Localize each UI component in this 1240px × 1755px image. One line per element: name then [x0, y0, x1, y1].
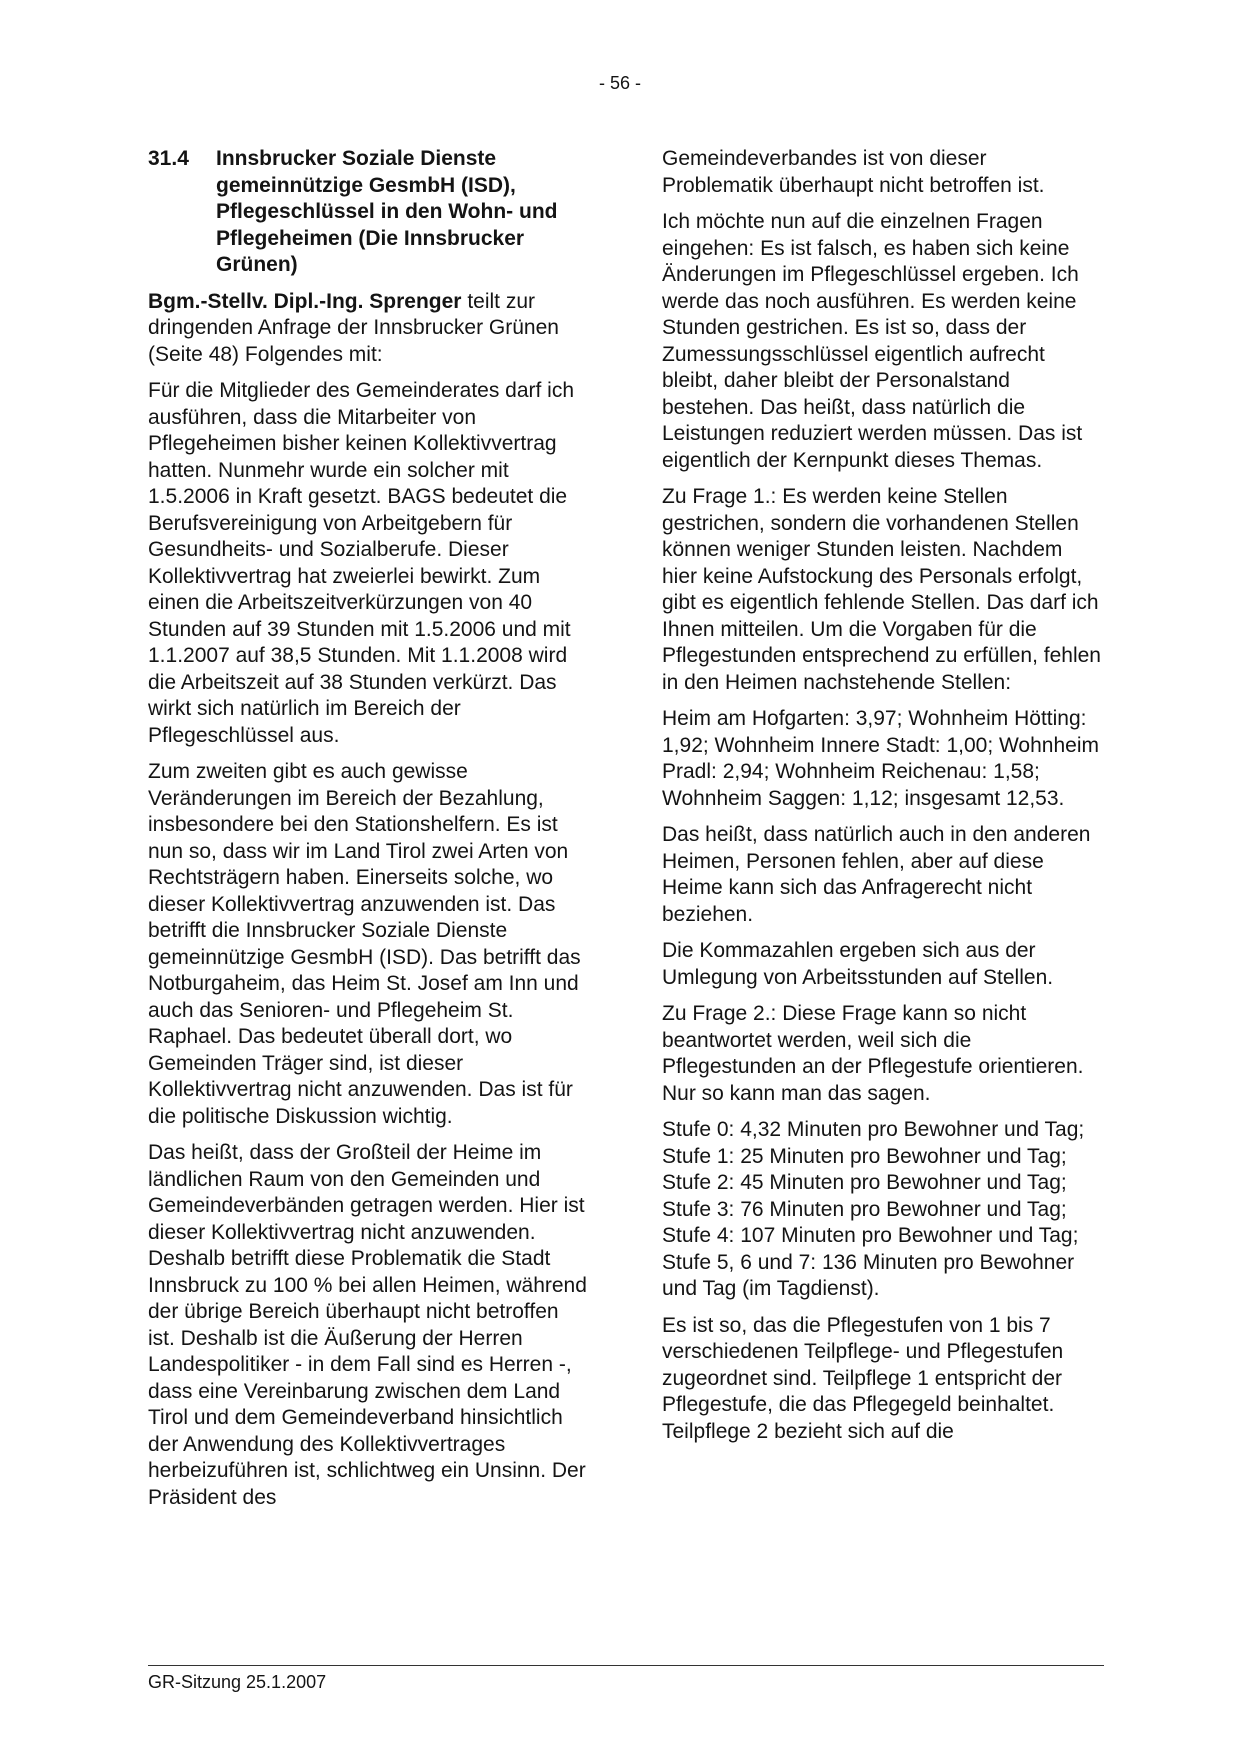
right-paragraph-1: Gemeindeverbandes ist von dieser Problematik überhaupt nicht betroffen ist. [662, 147, 1045, 197]
left-column [148, 146, 588, 1521]
left-paragraph-2: Zum zweiten gibt es auch gewisse Veränderungen im Bereich der Bezahlung, insbesondere bei den Stationshelfern. Es ist nun so, dass wir im Land Tirol zwei Arten von Rechtsträgern haben. Einerseits solche, wo dieser Kollektivvertrag anzuwenden ist. Das betrifft die Innsbrucker Soziale Dienste gemeinnützige GesmbH (ISD). Das betrifft das Notburgaheim, das Heim St. Josef am Inn und auch das Senioren- und Pflegeheim St. Raphael. Das bedeutet überall dort, wo Gemeinden Träger sind, ist dieser Kollektivvertrag nicht anzuwenden. Das ist für die politische Diskussion wichtig. [148, 760, 581, 1128]
right-paragraph-6: Die Kommazahlen ergeben sich aus der Umlegung von Arbeitsstunden auf Stellen. [662, 939, 1054, 989]
intro-text: teilt zur dringenden Anfrage der Innsbrucker Grünen (Seite 48) Folgendes mit: [148, 289, 559, 366]
section-heading [148, 146, 588, 279]
right-paragraph-4: Heim am Hofgarten: 3,97; Wohnheim Hötting: 1,92; Wohnheim Innere Stadt: 1,00; Wohnheim Pradl: 2,94; Wohnheim Reichenau: 1,58; Wohnheim Saggen: 1,12; insgesamt 12,53. [662, 707, 1099, 810]
right-column [662, 146, 1102, 1455]
right-paragraph-8: Stufe 0: 4,32 Minuten pro Bewohner und Tag; Stufe 1: 25 Minuten pro Bewohner und Tag; Stufe 2: 45 Minuten pro Bewohner und Tag; Stufe 3: 76 Minuten pro Bewohner und Tag; Stufe 4: 107 Minuten pro Bewohner und Tag; Stufe 5, 6 und 7: 136 Minuten pro Bewohner und Tag (im Tagdienst). [662, 1118, 1085, 1300]
page-number: - 56 - [598, 73, 641, 93]
section-number: 31.4 [148, 147, 189, 170]
left-paragraph-1: Für die Mitglieder des Gemeinderates darf ich ausführen, dass die Mitarbeiter von Pflegeheimen bisher keinen Kollektivvertrag hatten. Nunmehr wurde ein solcher mit 1.5.2006 in Kraft gesetzt. BAGS bedeutet die Berufsvereinigung von Arbeitgebern für Gesundheits- und Sozialberufe. Dieser Kollektivvertrag hat zweierlei bewirkt. Zum einen die Arbeitszeitverkürzungen von 40 Stunden auf 39 Stunden mit 1.5.2006 und mit 1.1.2007 auf 38,5 Stunden. Mit 1.1.2008 wird die Arbeitszeit auf 38 Stunden verkürzt. Das wirkt sich natürlich im Bereich der Pflegeschlüssel aus. [148, 379, 575, 747]
footer-text: GR-Sitzung 25.1.2007 [148, 1672, 327, 1692]
footer-divider [148, 1665, 1104, 1666]
intro-paragraph [148, 289, 588, 369]
right-paragraph-9: Es ist so, das die Pflegestufen von 1 bis 7 verschiedenen Teilpflege- und Pflegestufen zugeordnet sind. Teilpflege 1 entspricht der Pflegestufe, die das Pflegegeld beinhaltet. Teilpflege 2 bezieht sich auf die [662, 1313, 1064, 1443]
right-paragraph-3: Zu Frage 1.: Es werden keine Stellen gestrichen, sondern die vorhandenen Stellen können weniger Stunden leisten. Nachdem hier keine Aufstockung des Personals erfolgt, gibt es eigentlich fehlende Stellen. Das darf ich Ihnen mitteilen. Um die Vorgaben für die Pflegestunden entsprechend zu erfüllen, fehlen in den Heimen nachstehende Stellen: [662, 485, 1101, 694]
left-paragraph-3: Das heißt, dass der Großteil der Heime im ländlichen Raum von den Gemeinden und Gemeindeverbänden getragen werden. Hier ist dieser Kollektivvertrag nicht anzuwenden. Deshalb betrifft diese Problematik die Stadt Innsbruck zu 100 % bei allen Heimen, während der übrige Bereich überhaupt nicht betroffen ist. Deshalb ist die Äußerung der Herren Landespolitiker - in dem Fall sind es Herren -, dass eine Vereinbarung zwischen dem Land Tirol und dem Gemeindeverband hinsichtlich der Anwendung des Kollektivvertrages herbeizuführen ist, schlichtweg ein Unsinn. Der Präsident des [148, 1141, 587, 1509]
speaker-name: Bgm.-Stellv. Dipl.-Ing. Sprenger [148, 289, 462, 313]
right-paragraph-7: Zu Frage 2.: Diese Frage kann so nicht beantwortet werden, weil sich die Pflegestunden an der Pflegestufe orientieren. Nur so kann man das sagen. [662, 1002, 1084, 1105]
right-paragraph-2: Ich möchte nun auf die einzelnen Fragen eingehen: Es ist falsch, es haben sich keine Änderungen im Pflegeschlüssel ergeben. Ich werde das noch ausführen. Es werden keine Stunden gestrichen. Es ist so, dass der Zumessungsschlüssel eigentlich aufrecht bleibt, daher bleibt der Personalstand bestehen. Das heißt, dass natürlich die Leistungen reduziert werden müssen. Das ist eigentlich der Kernpunkt dieses Themas. [662, 210, 1083, 472]
right-paragraph-5: Das heißt, dass natürlich auch in den anderen Heimen, Personen fehlen, aber auf diese Heime kann sich das Anfragerecht nicht beziehen. [662, 823, 1091, 926]
section-title: Innsbrucker Soziale Dienste gemeinnützige GesmbH (ISD), Pflegeschlüssel in den Wohn- und Pflegeheimen (Die Innsbrucker Grünen) [216, 147, 558, 276]
